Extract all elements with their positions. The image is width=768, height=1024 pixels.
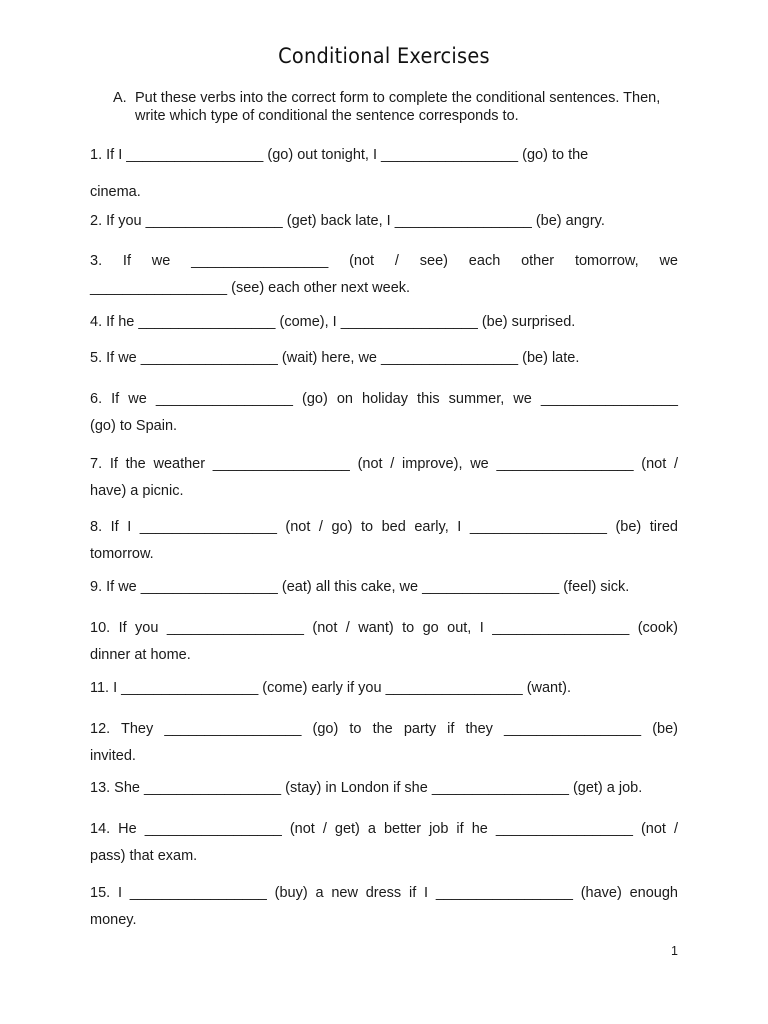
exercise-line: 2. If you _________________ (get) back late, I _________________ (be) angry. bbox=[90, 213, 605, 229]
exercise-item-2 bbox=[90, 212, 678, 230]
exercise-item-8 bbox=[90, 514, 678, 568]
instruction-section-a bbox=[113, 89, 683, 125]
exercise-item-3 bbox=[90, 248, 678, 302]
exercise-line: 1. If I _________________ (go) out tonight, I _________________ (go) to the bbox=[90, 147, 589, 163]
exercise-item-14 bbox=[90, 816, 678, 870]
exercise-item-6 bbox=[90, 386, 678, 440]
exercise-line: 14. He _________________ (not / get) a better job if he _________________ (not / bbox=[90, 821, 678, 837]
exercise-line-continued: money. bbox=[90, 912, 137, 928]
exercise-line-continued: dinner at home. bbox=[90, 647, 191, 663]
exercise-line: 6. If we _________________ (go) on holiday this summer, we _________________ bbox=[90, 391, 678, 407]
exercise-item-11 bbox=[90, 679, 678, 697]
exercise-item-5 bbox=[90, 349, 678, 367]
exercise-item-13 bbox=[90, 779, 678, 797]
exercise-line: 5. If we _________________ (wait) here, we _________________ (be) late. bbox=[90, 350, 580, 366]
exercise-line: 9. If we _________________ (eat) all this cake, we _________________ (feel) sick. bbox=[90, 579, 630, 595]
exercise-line: 8. If I _________________ (not / go) to bed early, I _________________ (be) tired bbox=[90, 519, 678, 535]
exercise-line-continued: (go) to Spain. bbox=[90, 418, 178, 434]
exercise-line-continued: cinema. bbox=[90, 184, 141, 200]
exercise-line-continued: have) a picnic. bbox=[90, 483, 184, 499]
exercise-item-4 bbox=[90, 313, 678, 331]
exercise-line: 7. If the weather _________________ (not / improve), we _________________ (not / bbox=[90, 456, 678, 472]
exercise-line-continued: pass) that exam. bbox=[90, 848, 198, 864]
exercise-item-7 bbox=[90, 451, 678, 505]
exercise-line: 13. She _________________ (stay) in London if she _________________ (get) a job. bbox=[90, 780, 643, 796]
page-number: 1 bbox=[671, 944, 678, 958]
exercise-line: 15. I _________________ (buy) a new dress if I _________________ (have) enough bbox=[90, 885, 678, 901]
exercise-line-continued: invited. bbox=[90, 748, 136, 764]
exercise-item-9 bbox=[90, 578, 678, 596]
instruction-text: Put these verbs into the correct form to complete the conditional sentences. Then, write which type of conditional the sentence corresponds to. bbox=[135, 90, 661, 124]
exercise-item-1 bbox=[90, 137, 678, 211]
page-title: Conditional Exercises bbox=[278, 44, 490, 68]
instruction-letter: A. bbox=[113, 90, 127, 106]
exercise-line: 10. If you _________________ (not / want) to go out, I _________________ (cook) bbox=[90, 620, 678, 636]
exercise-line-continued: _________________ (see) each other next week. bbox=[90, 280, 411, 296]
exercise-item-15 bbox=[90, 880, 678, 934]
exercise-line: 4. If he _________________ (come), I _________________ (be) surprised. bbox=[90, 314, 576, 330]
exercise-item-12 bbox=[90, 716, 678, 770]
exercise-line: 11. I _________________ (come) early if you _________________ (want). bbox=[90, 680, 572, 696]
exercise-line: 12. They _________________ (go) to the party if they _________________ (be) bbox=[90, 721, 678, 737]
exercise-line: 3. If we _________________ (not / see) each other tomorrow, we bbox=[90, 253, 678, 269]
exercise-item-10 bbox=[90, 615, 678, 669]
exercise-line-continued: tomorrow. bbox=[90, 546, 154, 562]
